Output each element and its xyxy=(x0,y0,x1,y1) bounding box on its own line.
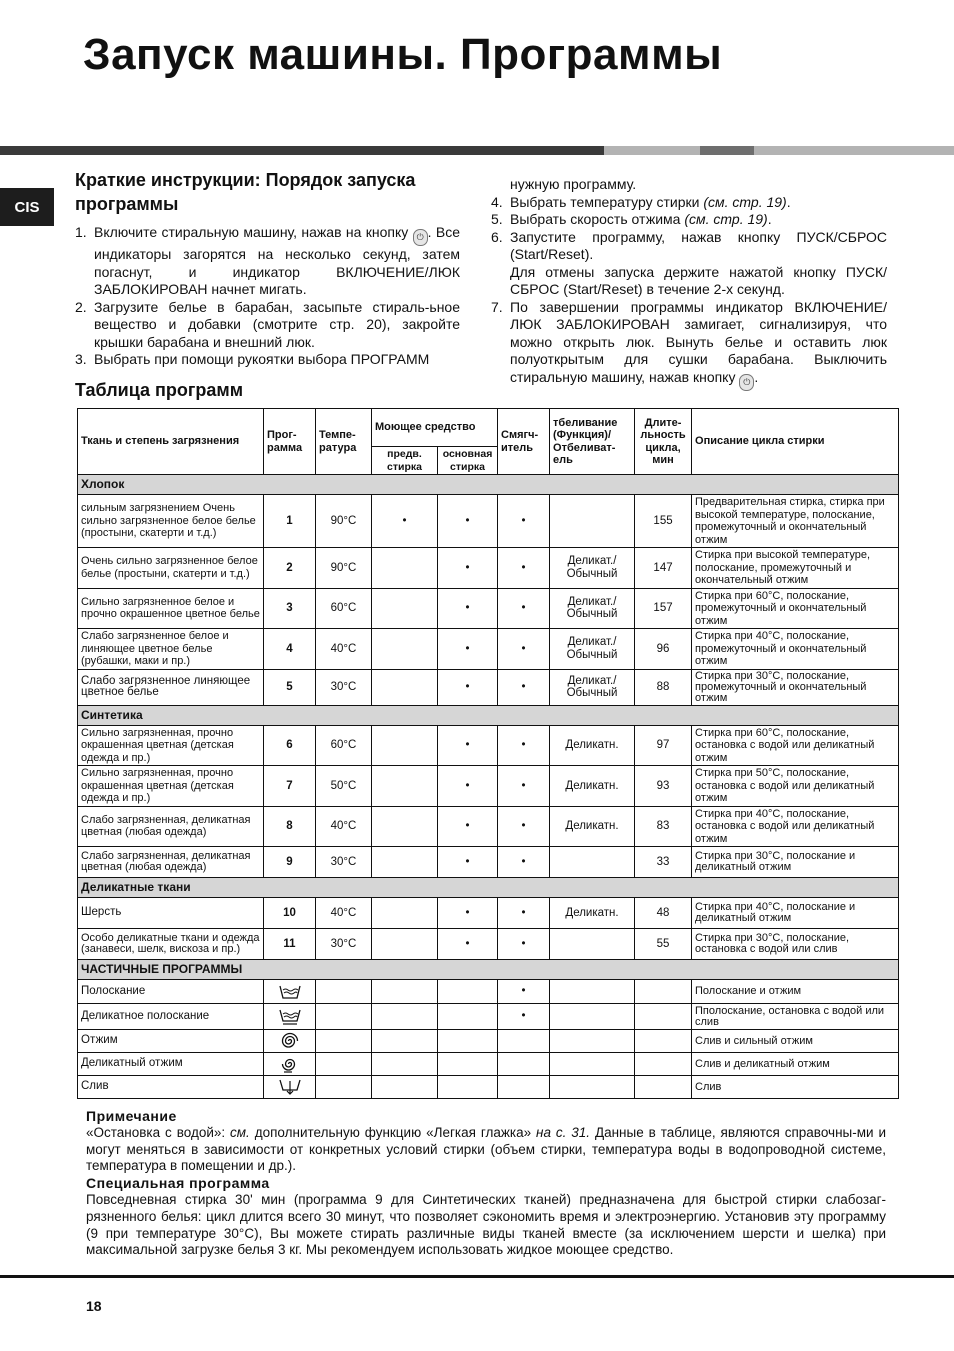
prewash-cell xyxy=(372,929,438,960)
prewash-cell xyxy=(372,1076,438,1099)
duration-cell: 157 xyxy=(635,588,692,629)
table-row xyxy=(78,1030,899,1053)
bleach-cell xyxy=(550,495,635,548)
mainwash-cell: • xyxy=(438,929,498,960)
description-cell: Стирка при 30°C, полоскание и деликатный отжим xyxy=(692,847,899,878)
prewash-cell xyxy=(372,588,438,629)
fabric-cell: Сильно загрязненная, прочно окрашенная цветная (детская одежда и пр.) xyxy=(78,725,264,766)
description-cell: Стирка при 60°C, полоскание, промежуточный и окончательный отжим xyxy=(692,588,899,629)
step-1 xyxy=(75,224,460,299)
step-text: Выбрать температуру стирки xyxy=(510,193,700,210)
table-row xyxy=(78,669,899,705)
header-detergent: Моющее средство xyxy=(372,409,498,447)
note-section xyxy=(86,1108,886,1259)
duration-cell: 33 xyxy=(635,847,692,878)
mainwash-cell: • xyxy=(438,766,498,807)
step-number: 2. xyxy=(75,298,87,315)
prewash-cell xyxy=(372,1030,438,1053)
group-name: Хлопок xyxy=(78,475,899,495)
note-text-ref: на с. 31. xyxy=(536,1124,591,1140)
table-group-row xyxy=(78,475,899,495)
temperature-cell: 40°C xyxy=(316,898,372,929)
quick-instructions-right xyxy=(491,176,887,391)
rinse-icon xyxy=(267,984,312,1000)
bleach-cell xyxy=(550,1004,635,1030)
step-tail: . Все индикаторы загорятся на несколько секунд, затем погаснут, и индикатор ВКЛЮЧЕНИЕ/ЛЮК ЗАБЛОКИРОВАН начнет мигать. xyxy=(94,224,461,297)
header-stripe-mid xyxy=(700,146,754,155)
table-row xyxy=(78,766,899,807)
quick-instructions-heading: Краткие инструкции: Порядок запуска программы xyxy=(75,170,416,214)
description-cell: Стирка при 50°C, полоскание, остановка с водой или деликатный отжим xyxy=(692,766,899,807)
step-5 xyxy=(491,211,887,229)
fabric-cell: Сильно загрязненное белое и прочно окрашенное цветное белье xyxy=(78,588,264,629)
program-symbol-cell xyxy=(264,1076,316,1099)
program-cell: 8 xyxy=(264,806,316,847)
description-cell: Стирка при 60°C, полоскание, остановка с водой или деликатный отжим xyxy=(692,725,899,766)
program-table-body xyxy=(78,475,899,1099)
duration-cell: 55 xyxy=(635,929,692,960)
softener-cell xyxy=(498,1053,550,1076)
step-number: 5. xyxy=(491,211,503,227)
language-tab: CIS xyxy=(0,188,54,226)
step-text: Запустите программу, нажав кнопку ПУСК/СБРОС (Start/Reset). xyxy=(510,228,887,262)
note-text-ref: см. xyxy=(230,1124,250,1140)
fabric-cell: Шерсть xyxy=(78,898,264,929)
step-tail: . xyxy=(786,193,791,210)
program-cell: 10 xyxy=(264,898,316,929)
table-row xyxy=(78,980,899,1004)
step-number: 3. xyxy=(75,351,87,367)
temperature-cell xyxy=(316,980,372,1004)
power-button-icon: ⏻ xyxy=(739,374,754,391)
duration-cell xyxy=(635,1053,692,1076)
mainwash-cell xyxy=(438,1030,498,1053)
fabric-cell: Особо деликатные ткани и одежда (занавеси, шелк, вискоза и пр.) xyxy=(78,929,264,960)
description-cell: Стирка при 40°C, полоскание, остановка с водой или деликатный отжим xyxy=(692,806,899,847)
bleach-cell xyxy=(550,980,635,1004)
step-3-continuation: нужную программу. xyxy=(510,176,637,192)
table-row xyxy=(78,1004,899,1030)
step-6 xyxy=(491,229,887,299)
program-cell: 11 xyxy=(264,929,316,960)
header-stripe-light-right xyxy=(754,146,954,155)
prewash-cell xyxy=(372,1004,438,1030)
duration-cell xyxy=(635,1030,692,1053)
step-3 xyxy=(75,351,460,369)
bleach-cell: Деликат./ Обычный xyxy=(550,548,635,589)
step-tail: . xyxy=(754,368,759,385)
bleach-cell xyxy=(550,1053,635,1076)
bleach-cell: Деликат./ Обычный xyxy=(550,669,635,705)
mainwash-cell: • xyxy=(438,806,498,847)
table-group-row xyxy=(78,960,899,980)
page-reference: (см. стр. 19) xyxy=(684,211,768,227)
header-temperature: Темпе-ратура xyxy=(316,409,372,475)
header-stripe-dark xyxy=(0,146,604,155)
softener-cell: • xyxy=(498,669,550,705)
special-program-text: Повседневная стирка 30' мин (программа 9 для Синтетических тканей) предназначена для быстрой стирки слабозаг-рязненного белья: цикл длится всего 30 минут, что позволяет сэкономить время и электроэнергию. Установив эту программу (9 при температуре 30°C), Вы можете стирать различные виды тканей вместе (за исключением шерсти и шелка) при максимальной загрузке белья 3 кг. Мы рекомендуем использовать жидкое моющее средство. xyxy=(86,1191,886,1258)
table-row xyxy=(78,1076,899,1099)
mainwash-cell: • xyxy=(438,847,498,878)
program-cell: 4 xyxy=(264,629,316,670)
softener-cell: • xyxy=(498,847,550,878)
table-row xyxy=(78,588,899,629)
quick-instructions-left xyxy=(75,168,460,369)
description-cell: Слив и сильный отжим xyxy=(692,1030,899,1053)
duration-cell xyxy=(635,1076,692,1099)
note-text-part: «Остановка с водой»: xyxy=(86,1124,231,1140)
softener-cell: • xyxy=(498,898,550,929)
softener-cell: • xyxy=(498,929,550,960)
mainwash-cell xyxy=(438,1053,498,1076)
delicate-spin-icon xyxy=(267,1055,312,1073)
softener-cell: • xyxy=(498,548,550,589)
group-name: Синтетика xyxy=(78,705,899,725)
prewash-cell xyxy=(372,980,438,1004)
step-extra-text: Для отмены запуска держите нажатой кнопку ПУСК/СБРОС (Start/Reset) в течение 2-х секунд. xyxy=(510,263,887,297)
description-cell: Предварительная стирка, стирка при высокой температуре, полоскание, промежуточный и окончательный отжим xyxy=(692,495,899,548)
mainwash-cell: • xyxy=(438,629,498,670)
prewash-cell xyxy=(372,1053,438,1076)
note-text-part: Данные в таблице, являются справочны-ми и могут меняться в зависимости от конкретных условий стирки (объем стирки, температура воды в водопроводной системе, температура в помещении и др.). xyxy=(86,1124,886,1174)
table-row xyxy=(78,806,899,847)
page-reference: (см. стр. 19) xyxy=(703,193,787,210)
table-row xyxy=(78,1053,899,1076)
softener-cell: • xyxy=(498,980,550,1004)
description-cell: Стирка при 30°C, полоскание, остановка с водой или слив xyxy=(692,929,899,960)
duration-cell: 88 xyxy=(635,669,692,705)
temperature-cell: 30°C xyxy=(316,929,372,960)
fabric-cell: Слабо загрязненная, деликатная цветная (любая одежда) xyxy=(78,847,264,878)
description-cell: Слив xyxy=(692,1076,899,1099)
duration-cell xyxy=(635,980,692,1004)
duration-cell: 83 xyxy=(635,806,692,847)
prewash-cell xyxy=(372,548,438,589)
program-cell: 5 xyxy=(264,669,316,705)
softener-cell xyxy=(498,1076,550,1099)
fabric-cell: Слив xyxy=(78,1076,264,1099)
page-title: Запуск машины. Программы xyxy=(83,30,723,79)
table-row xyxy=(78,847,899,878)
duration-cell: 147 xyxy=(635,548,692,589)
temperature-cell: 60°C xyxy=(316,725,372,766)
program-cell: 2 xyxy=(264,548,316,589)
step-tail: . xyxy=(767,211,772,227)
softener-cell xyxy=(498,1030,550,1053)
program-cell: 9 xyxy=(264,847,316,878)
fabric-cell: Очень сильно загрязненное белое белье (простыни, скатерти и т.д.) xyxy=(78,548,264,589)
prewash-cell xyxy=(372,725,438,766)
mainwash-cell: • xyxy=(438,669,498,705)
program-cell: 6 xyxy=(264,725,316,766)
temperature-cell: 90°C xyxy=(316,548,372,589)
delicate-rinse-icon xyxy=(267,1008,312,1026)
mainwash-cell xyxy=(438,980,498,1004)
table-group-row xyxy=(78,878,899,898)
description-cell: Стирка при 40°C, полоскание, промежуточный и окончательный отжим xyxy=(692,629,899,670)
fabric-cell: Слабо загрязненное белое и линяющее цветное белье (рубашки, маки и пр.) xyxy=(78,629,264,670)
bleach-cell xyxy=(550,929,635,960)
fabric-cell: Слабо загрязненная, деликатная цветная (любая одежда) xyxy=(78,806,264,847)
fabric-cell: Деликатное полоскание xyxy=(78,1004,264,1030)
step-4 xyxy=(491,194,887,212)
fabric-cell: Полоскание xyxy=(78,980,264,1004)
bleach-cell: Деликатн. xyxy=(550,806,635,847)
header-duration: Длите-льность цикла, мин xyxy=(635,409,692,475)
duration-cell: 155 xyxy=(635,495,692,548)
spin-icon xyxy=(267,1032,312,1050)
table-row xyxy=(78,725,899,766)
mainwash-cell: • xyxy=(438,495,498,548)
softener-cell: • xyxy=(498,629,550,670)
mainwash-cell xyxy=(438,1004,498,1030)
header-description: Описание цикла стирки xyxy=(692,409,899,475)
prewash-cell xyxy=(372,669,438,705)
header-softener: Смягч-итель xyxy=(498,409,550,475)
special-program-heading: Специальная программа xyxy=(86,1175,270,1192)
step-text: Выбрать при помощи рукоятки выбора ПРОГРАММ xyxy=(94,351,430,367)
steps-list-right xyxy=(491,194,887,391)
note-heading: Примечание xyxy=(86,1108,177,1124)
temperature-cell: 30°C xyxy=(316,847,372,878)
table-row xyxy=(78,629,899,670)
fabric-cell: сильным загрязнением Очень сильно загрязненное белое белье (простыни, скатерти и т.д.) xyxy=(78,495,264,548)
description-cell: Слив и деликатный отжим xyxy=(692,1053,899,1076)
softener-cell: • xyxy=(498,725,550,766)
header-stripe xyxy=(0,146,954,155)
program-symbol-cell xyxy=(264,980,316,1004)
step-text: По завершении программы индикатор ВКЛЮЧЕНИЕ/ЛЮК ЗАБЛОКИРОВАН замигает, сигнализируя, что можно открыть люк. Вынуть белье и оставить люк полуоткрытым для сушки барабана. Выключить стиральную машину, нажав кнопку xyxy=(510,298,887,385)
description-cell: Стирка при 40°C, полоскание и деликатный отжим xyxy=(692,898,899,929)
bleach-cell: Деликатн. xyxy=(550,725,635,766)
note-text xyxy=(86,1125,886,1175)
table-row xyxy=(78,898,899,929)
softener-cell: • xyxy=(498,806,550,847)
steps-list-left xyxy=(75,224,460,369)
temperature-cell: 90°C xyxy=(316,495,372,548)
prewash-cell xyxy=(372,766,438,807)
header-mainwash: основная стирка xyxy=(438,447,498,475)
softener-cell: • xyxy=(498,495,550,548)
description-cell: Стирка при высокой температуре, полоскание, промежуточный и окончательный отжим xyxy=(692,548,899,589)
prewash-cell xyxy=(372,806,438,847)
power-button-icon: ⏻ xyxy=(413,229,428,246)
bleach-cell xyxy=(550,1030,635,1053)
duration-cell: 48 xyxy=(635,898,692,929)
bleach-cell: Деликат./ Обычный xyxy=(550,629,635,670)
note-text-part: дополнительную функцию «Легкая глажка» xyxy=(249,1124,537,1140)
softener-cell: • xyxy=(498,588,550,629)
header-prewash: предв. стирка xyxy=(372,447,438,475)
temperature-cell xyxy=(316,1053,372,1076)
step-text: Включите стиральную машину, нажав на кнопку xyxy=(94,224,409,240)
step-number: 7. xyxy=(491,298,503,315)
header-program: Прог-рамма xyxy=(264,409,316,475)
description-cell: Стирка при 30°C, полоскание, промежуточный и окончательный отжим xyxy=(692,669,899,705)
step-text: Загрузите белье в барабан, засыпьте стираль-ьное вещество и добавки (смотрите стр. 20), закройте крышки барабана и внешний люк. xyxy=(94,298,460,350)
header-stripe-light xyxy=(604,146,700,155)
page-number: 18 xyxy=(86,1298,102,1314)
duration-cell: 96 xyxy=(635,629,692,670)
mainwash-cell: • xyxy=(438,898,498,929)
duration-cell xyxy=(635,1004,692,1030)
bleach-cell: Деликат./ Обычный xyxy=(550,588,635,629)
table-row xyxy=(78,929,899,960)
program-symbol-cell xyxy=(264,1004,316,1030)
fabric-cell: Деликатный отжим xyxy=(78,1053,264,1076)
program-table-heading: Таблица программ xyxy=(75,380,244,400)
header-bleach: тбеливание (Функция)/ Отбеливат-ель xyxy=(550,409,635,475)
temperature-cell: 40°C xyxy=(316,806,372,847)
step-2 xyxy=(75,299,460,352)
bleach-cell xyxy=(550,1076,635,1099)
step-number: 1. xyxy=(75,224,87,240)
prewash-cell xyxy=(372,898,438,929)
temperature-cell xyxy=(316,1004,372,1030)
mainwash-cell: • xyxy=(438,725,498,766)
description-cell: Полоскание и отжим xyxy=(692,980,899,1004)
temperature-cell: 40°C xyxy=(316,629,372,670)
temperature-cell: 60°C xyxy=(316,588,372,629)
program-cell: 1 xyxy=(264,495,316,548)
mainwash-cell xyxy=(438,1076,498,1099)
step-text: Выбрать скорость отжима xyxy=(510,211,681,227)
bottom-rule xyxy=(0,1275,954,1278)
header-fabric: Ткань и степень загрязнения xyxy=(78,409,264,475)
description-cell: Пполоскание, остановка с водой или слив xyxy=(692,1004,899,1030)
mainwash-cell: • xyxy=(438,548,498,589)
temperature-cell xyxy=(316,1076,372,1099)
table-group-row xyxy=(78,705,899,725)
fabric-cell: Слабо загрязненное линяющее цветное белье xyxy=(78,669,264,705)
temperature-cell: 30°C xyxy=(316,669,372,705)
step-number: 6. xyxy=(491,228,503,245)
program-symbol-cell xyxy=(264,1053,316,1076)
step-number: 4. xyxy=(491,193,503,210)
program-cell: 7 xyxy=(264,766,316,807)
prewash-cell xyxy=(372,629,438,670)
temperature-cell xyxy=(316,1030,372,1053)
table-row xyxy=(78,548,899,589)
duration-cell: 97 xyxy=(635,725,692,766)
group-name: ЧАСТИЧНЫЕ ПРОГРАММЫ xyxy=(78,960,899,980)
prewash-cell xyxy=(372,847,438,878)
program-symbol-cell xyxy=(264,1030,316,1053)
group-name: Деликатные ткани xyxy=(78,878,899,898)
duration-cell: 93 xyxy=(635,766,692,807)
softener-cell: • xyxy=(498,1004,550,1030)
program-cell: 3 xyxy=(264,588,316,629)
drain-icon xyxy=(267,1078,312,1096)
bleach-cell xyxy=(550,847,635,878)
temperature-cell: 50°C xyxy=(316,766,372,807)
prewash-cell: • xyxy=(372,495,438,548)
fabric-cell: Отжим xyxy=(78,1030,264,1053)
fabric-cell: Сильно загрязненная, прочно окрашенная цветная (детская одежда и пр.) xyxy=(78,766,264,807)
step-7 xyxy=(491,299,887,391)
softener-cell: • xyxy=(498,766,550,807)
bleach-cell: Деликатн. xyxy=(550,898,635,929)
program-table xyxy=(77,408,899,1099)
table-row xyxy=(78,495,899,548)
bleach-cell: Деликатн. xyxy=(550,766,635,807)
mainwash-cell: • xyxy=(438,588,498,629)
